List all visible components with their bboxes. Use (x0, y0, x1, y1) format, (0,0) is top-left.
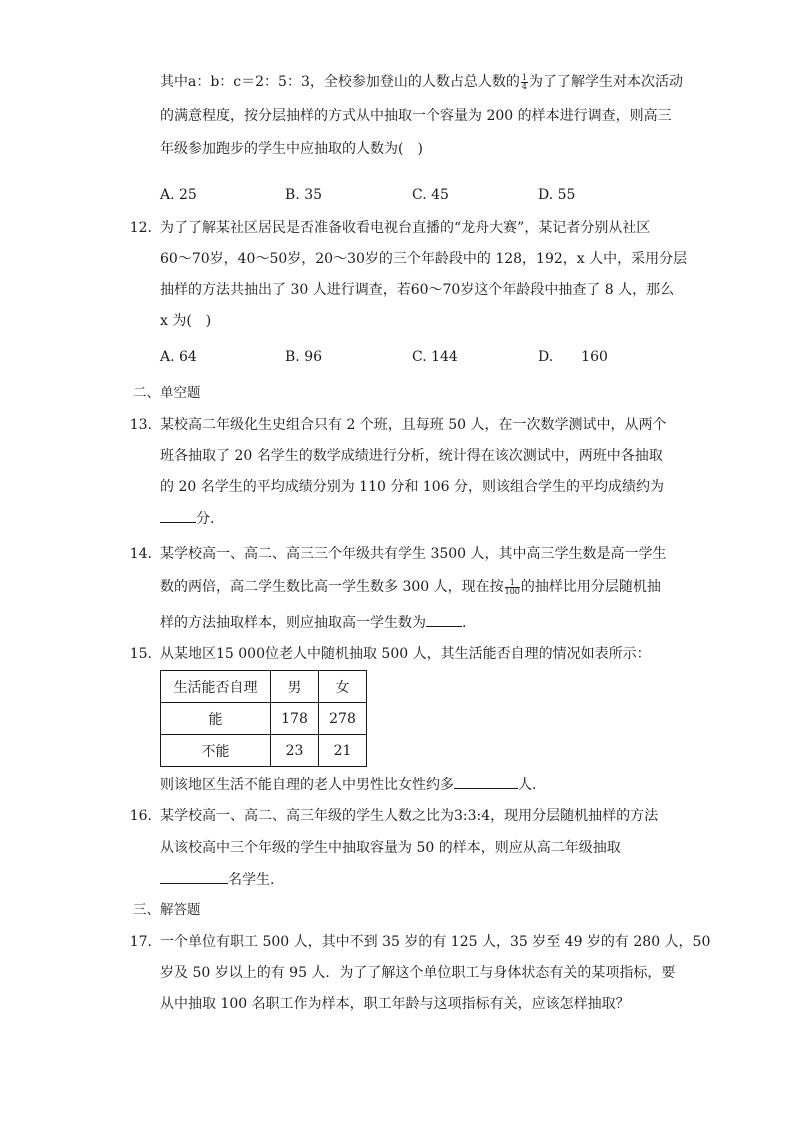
q14-fraction (505, 579, 520, 596)
q13-line4-text: 分. (196, 511, 215, 527)
q14-line2-text-a: 数的两倍，高二学生数比高一学生数多 300 人，现在按 (160, 579, 504, 595)
q12-option-c: C. 144 (412, 349, 458, 365)
q11-line1 (160, 72, 683, 92)
q14-line2-text-b: 的抽样比用分层随机抽 (520, 579, 661, 595)
q16-number: 16. (129, 808, 152, 824)
table-row (161, 703, 367, 735)
table-header-cell: 男 (271, 671, 319, 703)
q11-option-b: B. 35 (285, 187, 323, 203)
q12-number: 12. (129, 220, 152, 236)
self-care-table (160, 670, 367, 767)
q11-fraction (521, 74, 528, 91)
q14-number: 14. (129, 546, 152, 562)
table-header-row (161, 671, 367, 703)
q11-option-a: A. 25 (160, 187, 197, 203)
q14-line3-end: . (462, 615, 467, 631)
q13-line1: 某校高二年级化生史组合只有 2 个班，且每班 50 人，在一次数学测试中，从两个 (160, 417, 667, 433)
q17-line3: 从中抽取 100 名职工作为样本，职工年龄与这项指标有关，应该怎样抽取？ (160, 996, 630, 1012)
section-title-answer: 三、解答题 (133, 902, 201, 918)
q11-frac-den: 4 (521, 81, 527, 91)
q13-number: 13. (129, 417, 152, 433)
q13-answer-blank[interactable] (160, 508, 196, 523)
table-header-cell: 生活能否自理 (161, 671, 271, 703)
table-header-cell: 女 (319, 671, 367, 703)
q12-line3: 抽样的方法共抽出了 30 人进行调查，若60～70岁这个年龄段中抽查了 8 人，那么 (160, 282, 675, 298)
q14-line1: 某学校高一、高二、高三三个年级共有学生 3500 人，其中高三学生数是高一学生 (160, 546, 667, 562)
q12-line4: x 为( ) (160, 313, 212, 329)
q12-line2: 60～70岁，40～50岁，20～30岁的三个年龄段中的 128，192，x 人中，采用分层 (160, 251, 688, 267)
q15-answer-blank[interactable] (454, 774, 518, 789)
q12-option-b: B. 96 (285, 349, 323, 365)
q11-line1-text-a: 其中a：b：c＝2：5：3，全校参加登山的人数占总人数的 (160, 74, 520, 90)
q16-line1: 某学校高一、高二、高三年级的学生人数之比为3:3:4，现用分层随机抽样的方法 (160, 808, 659, 824)
section-title-single-blank: 二、单空题 (133, 385, 201, 401)
q13-line2: 班各抽取了 20 名学生的数学成绩进行分析，统计得在该次测试中，两班中各抽取 (160, 448, 663, 464)
q17-line1: 一个单位有职工 500 人，其中不到 35 岁的有 125 人，35 岁至 49 岁的有 280 人，50 (160, 934, 711, 950)
q17-line2: 岁及 50 岁以上的有 95 人．为了了解这个单位职工与身体状态有关的某项指标，要 (160, 965, 676, 981)
q13-line4 (160, 508, 214, 529)
q15-line1: 从某地区15 000位老人中随机抽取 500 人，其生活能否自理的情况如表所示： (160, 646, 651, 662)
table-cell: 21 (319, 735, 367, 767)
q17-number: 17. (129, 934, 152, 950)
q16-answer-blank[interactable] (160, 869, 228, 884)
q16-line3-text: 名学生. (228, 872, 275, 888)
q12-option-a: A. 64 (160, 349, 197, 365)
q14-answer-blank[interactable] (426, 612, 462, 627)
q15-after-text-a: 则该地区生活不能自理的老人中男性比女性约多 (160, 777, 454, 793)
q12-line1: 为了了解某社区居民是否准备收看电视台直播的“龙舟大赛”，某记者分别从社区 (160, 220, 651, 236)
q16-line2: 从该校高中三个年级的学生中抽取容量为 50 的样本，则应从高二年级抽取 (160, 840, 621, 856)
q11-option-d: D. 55 (538, 187, 576, 203)
q14-frac-num: 1 (505, 579, 520, 588)
table-row (161, 735, 367, 767)
q14-line3-text: 样的方法抽取样本，则应抽取高一学生数为 (160, 615, 426, 631)
q15-number: 15. (129, 646, 152, 662)
table-cell: 23 (271, 735, 319, 767)
q15-after-table (160, 774, 536, 795)
table-cell: 278 (319, 703, 367, 735)
q11-frac-num: 1 (521, 72, 527, 82)
q14-line3 (160, 612, 466, 633)
table-cell: 能 (161, 703, 271, 735)
q11-line1-text-b: 为了了解学生对本次活动 (528, 74, 683, 90)
q13-line3: 的 20 名学生的平均成绩分别为 110 分和 106 分，则该组合学生的平均成绩约为 (160, 479, 664, 495)
q15-after-text-b: 人. (518, 777, 537, 793)
table-cell: 不能 (161, 735, 271, 767)
q11-line2: 的满意程度，按分层抽样的方式从中抽取一个容量为 200 的样本进行调查，则高三 (160, 108, 672, 124)
q16-line3 (160, 869, 274, 890)
q11-line3: 年级参加跑步的学生中应抽取的人数为( ) (160, 141, 423, 157)
q14-frac-den: 100 (504, 586, 520, 596)
q12-option-d: D. 160 (538, 349, 608, 365)
q14-line2 (160, 577, 661, 597)
table-cell: 178 (271, 703, 319, 735)
q11-option-c: C. 45 (412, 187, 449, 203)
